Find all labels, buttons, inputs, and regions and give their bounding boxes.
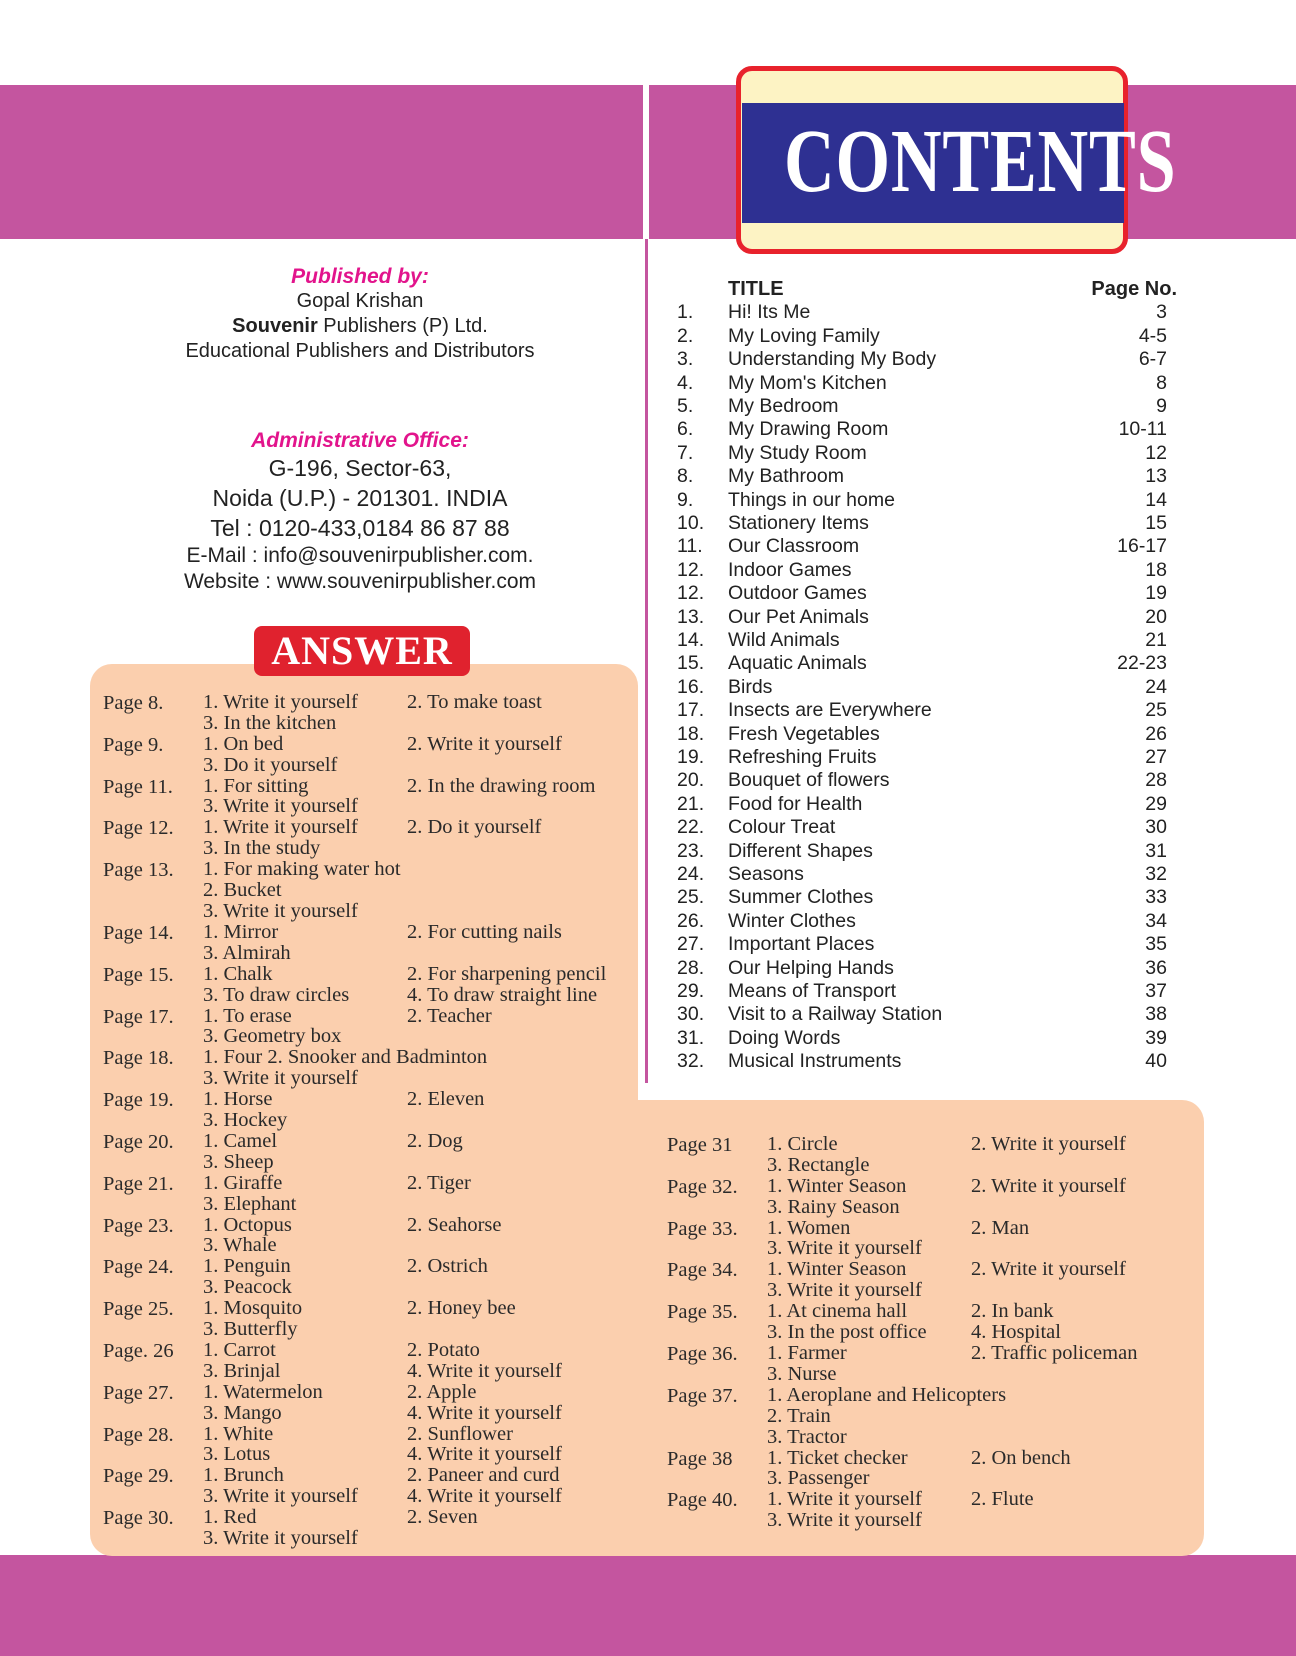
answer-text: 3. Hockey (203, 1108, 288, 1131)
answer-text: 3. Mango (203, 1401, 282, 1424)
column-divider (645, 239, 648, 1083)
office-address-2: Noida (U.P.) - 201301. INDIA (212, 485, 508, 511)
toc-item-number: 18. (677, 722, 705, 745)
answer-text: 3. Write it yourself (203, 899, 358, 922)
answer-text: 3. To draw circles (203, 983, 350, 1006)
answer-page-ref: Page 19. (103, 1089, 174, 1112)
answer-text: 2. Bucket (203, 879, 282, 902)
answer-text: 3. Write it yourself (767, 1509, 922, 1532)
toc-item-page: 37 (1145, 980, 1167, 1002)
toc-item-title: Hi! Its Me (728, 301, 811, 324)
toc-item-number: 19. (677, 746, 705, 768)
toc-item-page: 10-11 (1118, 418, 1167, 441)
answer-text: 3. Write it yourself (203, 1067, 358, 1090)
company-rest: Publishers (P) Ltd. (317, 315, 488, 337)
answer-page-ref: Page 20. (103, 1130, 174, 1153)
answer-text: 4. Write it yourself (407, 1443, 562, 1466)
toc-row (677, 676, 1177, 699)
toc-item-title: My Drawing Room (728, 418, 889, 441)
toc-item-number: 15. (677, 652, 705, 675)
toc-item-page: 32 (1145, 863, 1167, 885)
toc-row (677, 863, 1177, 886)
toc-item-number: 12. (677, 558, 705, 581)
toc-item-number: 10. (677, 512, 705, 534)
answer-text: 3. Write it yourself (767, 1279, 922, 1302)
publisher-company (150, 314, 570, 339)
toc-item-number: 21. (677, 792, 705, 815)
answer-page-ref: Page 29. (103, 1465, 174, 1488)
toc-item-page: 26 (1145, 722, 1167, 745)
toc-row (677, 535, 1177, 558)
toc-row (677, 512, 1177, 535)
toc-item-title: Our Helping Hands (728, 956, 894, 979)
toc-item-title: Our Pet Animals (728, 605, 869, 628)
toc-title-header: TITLE (728, 278, 784, 300)
toc-item-title: Aquatic Animals (728, 652, 867, 675)
answer-text: 3. Rectangle (767, 1153, 870, 1176)
answer-text: 3. Brinjal (203, 1359, 281, 1382)
toc-row (677, 957, 1177, 980)
toc-item-number: 4. (677, 371, 694, 394)
toc-item-page: 29 (1145, 792, 1167, 815)
answer-page-ref: Page 21. (103, 1172, 174, 1195)
office-label: Administrative Office: (251, 429, 469, 452)
toc-item-title: My Bathroom (728, 465, 844, 488)
toc-item-number: 30. (677, 1003, 705, 1026)
toc-item-title: My Study Room (728, 441, 867, 464)
answer-text: 2. Traffic policeman (971, 1342, 1138, 1364)
toc-row (677, 793, 1177, 816)
answer-text: 1. Farmer (767, 1342, 847, 1364)
answer-text: 1. Write it yourself (767, 1488, 922, 1511)
toc-item-title: Understanding My Body (728, 348, 937, 371)
toc-row (677, 816, 1177, 839)
answer-text: 1. Horse (203, 1088, 273, 1111)
toc-row (677, 933, 1177, 956)
answer-text: 2. Man (971, 1216, 1030, 1239)
answer-panel-join (620, 1100, 660, 1556)
toc-item-title: Things in our home (728, 488, 895, 511)
toc-item-number: 20. (677, 769, 705, 792)
toc-item-title: Wild Animals (728, 629, 840, 651)
contents-title: CONTENTS (784, 112, 1177, 211)
toc-item-title: Indoor Games (728, 558, 852, 581)
toc-row (677, 886, 1177, 909)
answer-text: 2. For sharpening pencil (407, 962, 607, 985)
toc-item-title: Colour Treat (728, 816, 836, 839)
answer-text: 1. Four 2. Snooker and Badminton (203, 1046, 488, 1069)
toc-item-number: 8. (677, 465, 694, 488)
toc-item-title: My Bedroom (728, 395, 839, 417)
answer-text: 1. On bed (203, 732, 284, 755)
answer-text: 4. Write it yourself (407, 1359, 562, 1382)
toc-item-title: Means of Transport (728, 980, 896, 1002)
toc-item-page: 33 (1145, 886, 1167, 909)
toc-item-title: Stationery Items (728, 512, 869, 534)
answer-heading: ANSWER (254, 626, 470, 676)
toc-item-number: 14. (677, 629, 705, 651)
answer-text: 3. Whale (203, 1234, 277, 1257)
answer-text: 2. Teacher (407, 1004, 492, 1027)
answer-text: 3. Elephant (203, 1192, 297, 1215)
office-website: Website : www.souvenirpublisher.com (183, 570, 537, 593)
toc-item-title: Doing Words (728, 1026, 841, 1049)
answer-text: 2. Potato (407, 1338, 480, 1361)
answer-text: 3. Tractor (767, 1425, 847, 1448)
toc-row (677, 559, 1177, 582)
toc-item-page: 14 (1145, 488, 1167, 511)
answer-text: 3. Peacock (203, 1276, 292, 1299)
toc-row (677, 652, 1177, 675)
answer-page-ref: Page 9. (103, 733, 164, 756)
answer-text: 1. Brunch (203, 1464, 284, 1487)
answer-text: 3. Rainy Season (767, 1195, 900, 1218)
answer-text: 2. Apple (407, 1380, 477, 1403)
toc-item-title: Important Places (728, 933, 875, 956)
answer-text: 1. Octopus (203, 1213, 292, 1236)
toc-item-number: 3. (677, 348, 694, 371)
toc-row (677, 348, 1177, 371)
answer-text: 2. Paneer and curd (407, 1464, 560, 1487)
toc-item-number: 23. (677, 839, 705, 862)
answer-text: 2. Eleven (407, 1088, 485, 1111)
company-bold: Souvenir (232, 315, 318, 337)
toc-item-page: 30 (1145, 816, 1167, 839)
toc-item-page: 6-7 (1138, 348, 1167, 371)
answer-text: 1. Aeroplane and Helicopters (767, 1383, 1007, 1406)
answer-text: 2. Do it yourself (407, 816, 542, 839)
answer-page-ref: Page 37. (667, 1384, 738, 1407)
toc-item-number: 17. (677, 699, 705, 722)
toc-item-page: 34 (1145, 909, 1167, 932)
toc-item-title: My Loving Family (728, 324, 880, 347)
toc-item-number: 11. (677, 535, 703, 558)
answer-page-ref: Page 31 (667, 1134, 733, 1156)
answer-text: 1. Carrot (203, 1338, 276, 1361)
toc-row (677, 325, 1177, 348)
answer-text: 3. Write it yourself (203, 795, 358, 818)
toc-item-page: 35 (1145, 933, 1167, 956)
answer-text: 2. Write it yourself (971, 1133, 1126, 1155)
toc-item-title: Birds (728, 675, 773, 698)
toc-row (677, 395, 1177, 418)
toc-row (677, 910, 1177, 933)
toc-item-page: 13 (1145, 465, 1167, 488)
toc-item-page: 27 (1145, 746, 1167, 768)
answer-text: 1. For sitting (203, 774, 309, 797)
answer-text: 1. Ticket checker (767, 1446, 908, 1469)
answer-text: 3. In the kitchen (203, 711, 337, 734)
answer-text: 2. In the drawing room (407, 774, 596, 797)
toc-row (677, 1027, 1177, 1050)
answer-text: 2. Dog (407, 1129, 463, 1152)
answer-text: 2. Write it yourself (971, 1174, 1126, 1197)
toc-item-title: Insects are Everywhere (728, 699, 932, 722)
toc-item-title: My Mom's Kitchen (728, 371, 887, 394)
answer-page-ref: Page 34. (667, 1259, 738, 1282)
answer-text: 1. Circle (767, 1133, 838, 1155)
answer-text: 1. Winter Season (767, 1174, 907, 1197)
answer-page-ref: Page 33. (667, 1217, 738, 1240)
toc-item-number: 7. (677, 441, 694, 464)
answer-text: 2. Honey bee (407, 1297, 516, 1320)
toc-row (677, 418, 1177, 441)
answer-text: 3. Butterfly (203, 1317, 298, 1340)
answer-text: 4. Write it yourself (407, 1485, 562, 1508)
answer-text: 1. Mosquito (203, 1297, 303, 1320)
toc-row (677, 746, 1177, 769)
toc-item-number: 13. (677, 605, 705, 628)
answer-text: 1. Women (767, 1216, 851, 1239)
toc-item-number: 2. (677, 324, 694, 347)
answer-page-ref: Page 38 (667, 1447, 733, 1470)
answer-page-ref: Page 8. (103, 692, 164, 714)
toc-item-page: 36 (1145, 956, 1167, 979)
answer-text: 3. Lotus (203, 1443, 271, 1466)
toc-row (677, 372, 1177, 395)
answer-text: 3. Write it yourself (203, 1526, 358, 1549)
answer-page-ref: Page 23. (103, 1214, 174, 1237)
toc-row (677, 606, 1177, 629)
toc-item-page: 12 (1145, 441, 1167, 464)
toc-row (677, 769, 1177, 792)
answer-text: 1. To erase (203, 1004, 292, 1027)
publisher-tagline: Educational Publishers and Distributors (185, 340, 535, 362)
toc-item-number: 24. (677, 863, 705, 885)
office-address-1: G-196, Sector-63, (268, 455, 452, 481)
toc-item-title: Food for Health (728, 792, 863, 815)
answer-page-ref: Page 36. (667, 1343, 738, 1365)
toc-item-title: Summer Clothes (728, 886, 874, 909)
office-block (150, 428, 570, 595)
toc-item-title: Different Shapes (728, 839, 873, 862)
toc-item-page: 21 (1145, 629, 1167, 651)
answer-text: 1. White (203, 1422, 274, 1445)
answer-text: 1. Write it yourself (203, 816, 358, 839)
toc-item-page: 3 (1156, 301, 1167, 324)
toc-page-header: Page No. (1091, 278, 1177, 300)
toc-row (677, 582, 1177, 605)
answer-page-ref: Page 17. (103, 1005, 174, 1028)
toc-item-number: 32. (677, 1050, 705, 1073)
toc-item-number: 27. (677, 933, 705, 956)
toc-header-row (677, 278, 1177, 301)
answer-text: 2. To make toast (407, 691, 542, 713)
toc-item-page: 8 (1156, 371, 1167, 394)
toc-row (677, 840, 1177, 863)
toc-item-page: 18 (1145, 558, 1167, 581)
answer-text: 1. Penguin (203, 1255, 291, 1278)
answer-text: 3. Do it yourself (203, 753, 338, 776)
toc-item-number: 6. (677, 418, 694, 441)
answer-text: 1. Watermelon (203, 1380, 323, 1403)
toc-item-page: 25 (1145, 699, 1167, 722)
toc-item-title: Fresh Vegetables (728, 722, 880, 745)
toc-row (677, 699, 1177, 722)
toc-row (677, 442, 1177, 465)
office-telephone: Tel : 0120-433,0184 86 87 88 (210, 515, 510, 541)
toc-item-number: 9. (677, 488, 694, 511)
toc-item-page: 39 (1145, 1026, 1167, 1049)
column-divider-top (643, 85, 649, 239)
toc-item-page: 4-5 (1138, 324, 1167, 347)
answer-page-ref: Page 32. (667, 1175, 738, 1198)
answer-text: 2. Write it yourself (407, 732, 562, 755)
answer-text: 3. Write it yourself (767, 1237, 922, 1260)
answer-text: 1. Winter Season (767, 1258, 907, 1281)
answer-text: 2. Flute (971, 1488, 1034, 1511)
toc-item-number: 1. (677, 301, 694, 324)
answer-text: 2. Ostrich (407, 1255, 488, 1278)
toc-item-title: Outdoor Games (728, 582, 867, 605)
answer-text: 3. Write it yourself (203, 1485, 358, 1508)
publisher-block (150, 264, 570, 364)
toc-item-number: 25. (677, 886, 705, 909)
answer-text: 2. Write it yourself (971, 1258, 1126, 1281)
answer-text: 2. Sunflower (407, 1422, 513, 1445)
toc-item-title: Visit to a Railway Station (728, 1003, 943, 1026)
toc-item-number: 16. (677, 675, 705, 698)
answer-text: 2. Tiger (407, 1171, 471, 1194)
answer-text: 1. Giraffe (203, 1171, 283, 1194)
answer-page-ref: Page 30. (103, 1507, 174, 1530)
bottom-band (0, 1555, 1296, 1656)
answer-text: 3. In the study (203, 837, 321, 860)
toc-item-title: Seasons (728, 863, 804, 885)
answer-text: 4. To draw straight line (407, 983, 598, 1006)
answer-text: 4. Write it yourself (407, 1401, 562, 1424)
toc-item-page: 19 (1145, 582, 1167, 605)
toc-item-title: Winter Clothes (728, 909, 856, 932)
answer-page-ref: Page 28. (103, 1423, 174, 1446)
toc-row (677, 1003, 1177, 1026)
answer-text: 3. Sheep (203, 1150, 274, 1173)
answer-text: 2. Seven (407, 1506, 478, 1529)
answer-page-ref: Page 25. (103, 1298, 174, 1321)
answer-text: 1. Mirror (203, 920, 279, 943)
toc-item-page: 15 (1145, 512, 1167, 534)
toc-item-title: Musical Instruments (728, 1050, 902, 1073)
publisher-name: Gopal Krishan (296, 290, 424, 312)
answer-text: 2. Seahorse (407, 1213, 502, 1236)
toc-item-page: 31 (1145, 839, 1167, 862)
toc-row (677, 1050, 1177, 1073)
answer-page-ref: Page 35. (667, 1301, 738, 1324)
toc-item-page: 38 (1145, 1003, 1167, 1026)
answer-page-ref: Page. 26 (103, 1339, 174, 1362)
toc-row (677, 489, 1177, 512)
answer-text: 3. Passenger (767, 1467, 870, 1490)
answer-page-ref: Page 24. (103, 1256, 174, 1279)
answer-page-ref: Page 14. (103, 921, 174, 944)
answer-text: 2. In bank (971, 1300, 1054, 1323)
answer-page-ref: Page 40. (667, 1489, 738, 1512)
answer-text: 1. For making water hot (203, 858, 401, 881)
answer-text: 2. Train (767, 1404, 831, 1427)
answer-page-ref: Page 27. (103, 1381, 174, 1404)
answer-page-ref: Page 13. (103, 859, 174, 882)
toc-item-page: 40 (1145, 1050, 1167, 1073)
answer-text: 1. Chalk (203, 962, 273, 985)
answer-page-ref: Page 12. (103, 817, 174, 840)
toc-item-page: 22-23 (1117, 652, 1167, 675)
answer-text: 3. In the post office (767, 1321, 927, 1344)
toc-item-page: 20 (1145, 605, 1167, 628)
answer-page-ref: Page 11. (103, 775, 173, 798)
answer-page-ref: Page 15. (103, 963, 174, 986)
answer-text: 3. Geometry box (203, 1025, 342, 1048)
toc-item-title: Refreshing Fruits (728, 746, 877, 768)
toc-item-number: 12. (677, 582, 705, 605)
toc-item-number: 22. (677, 816, 705, 839)
toc-item-page: 16-17 (1117, 535, 1167, 558)
toc-row (677, 301, 1177, 324)
toc-item-number: 28. (677, 956, 705, 979)
toc-item-number: 29. (677, 980, 705, 1002)
toc-item-page: 9 (1156, 395, 1167, 417)
answer-text: 1. Write it yourself (203, 691, 358, 713)
toc-item-title: Bouquet of flowers (728, 769, 890, 792)
toc-item-number: 31. (677, 1026, 705, 1049)
answer-page-ref: Page 18. (103, 1047, 174, 1070)
toc-row (677, 629, 1177, 652)
office-email: E-Mail : info@souvenirpublisher.com. (186, 544, 534, 567)
answer-text: 3. Almirah (203, 941, 291, 964)
answer-text: 2. On bench (971, 1446, 1071, 1469)
published-by-label: Published by: (291, 265, 429, 288)
toc-item-title: Our Classroom (728, 535, 860, 558)
toc-item-page: 28 (1145, 769, 1167, 792)
answer-text: 1. Camel (203, 1129, 278, 1152)
toc-item-number: 5. (677, 395, 694, 417)
answer-text: 4. Hospital (971, 1321, 1061, 1344)
toc-row (677, 723, 1177, 746)
answer-text: 3. Nurse (767, 1362, 837, 1385)
answer-text: 2. For cutting nails (407, 920, 562, 943)
toc-item-page: 24 (1145, 675, 1167, 698)
toc-row (677, 980, 1177, 1003)
toc-item-number: 26. (677, 909, 705, 932)
answer-text: 1. At cinema hall (767, 1300, 908, 1323)
answer-text: 1. Red (203, 1506, 257, 1529)
toc-row (677, 465, 1177, 488)
